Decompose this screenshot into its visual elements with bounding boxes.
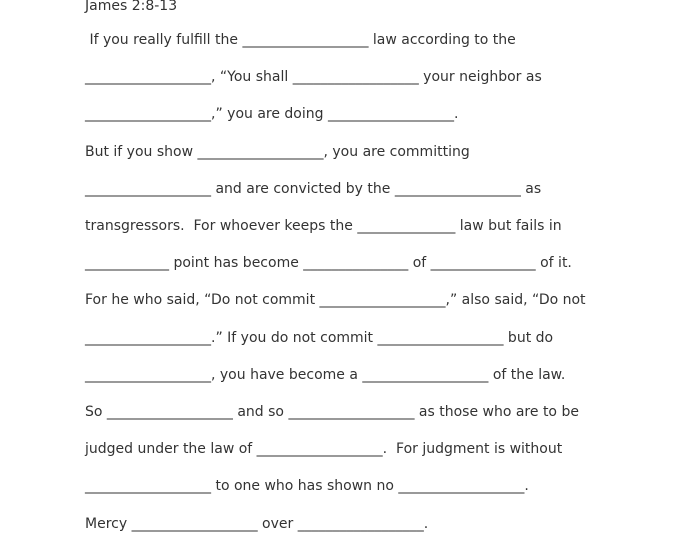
worksheet-line-1: If you really fulfill the __________________ law according to the <box>85 32 516 48</box>
worksheet-line-12: judged under the law of __________________. For judgment is without <box>85 441 563 457</box>
worksheet-line-4: But if you show __________________, you are committing <box>85 144 470 160</box>
worksheet-line-3: __________________,” you are doing __________________. <box>85 106 459 122</box>
worksheet-line-6: transgressors. For whoever keeps the ______________ law but fails in <box>85 218 562 234</box>
worksheet-line-5: __________________ and are convicted by the __________________ as <box>85 181 542 197</box>
worksheet-line-8: For he who said, “Do not commit __________________,” also said, “Do not <box>85 292 586 308</box>
worksheet-line-2: __________________, “You shall __________________ your neighbor as <box>85 69 542 85</box>
worksheet-line-11: So __________________ and so __________________ as those who are to be <box>85 404 579 420</box>
worksheet-line-14: Mercy __________________ over __________________. <box>85 516 429 532</box>
worksheet-line-13: __________________ to one who has shown no __________________. <box>85 478 529 494</box>
worksheet-line-10: __________________, you have become a __________________ of the law. <box>85 367 566 383</box>
worksheet-line-7: ____________ point has become _______________ of _______________ of it. <box>85 255 572 271</box>
worksheet-line-9: __________________.” If you do not commit __________________ but do <box>85 330 554 346</box>
passage-reference: James 2:8-13 <box>85 0 178 14</box>
